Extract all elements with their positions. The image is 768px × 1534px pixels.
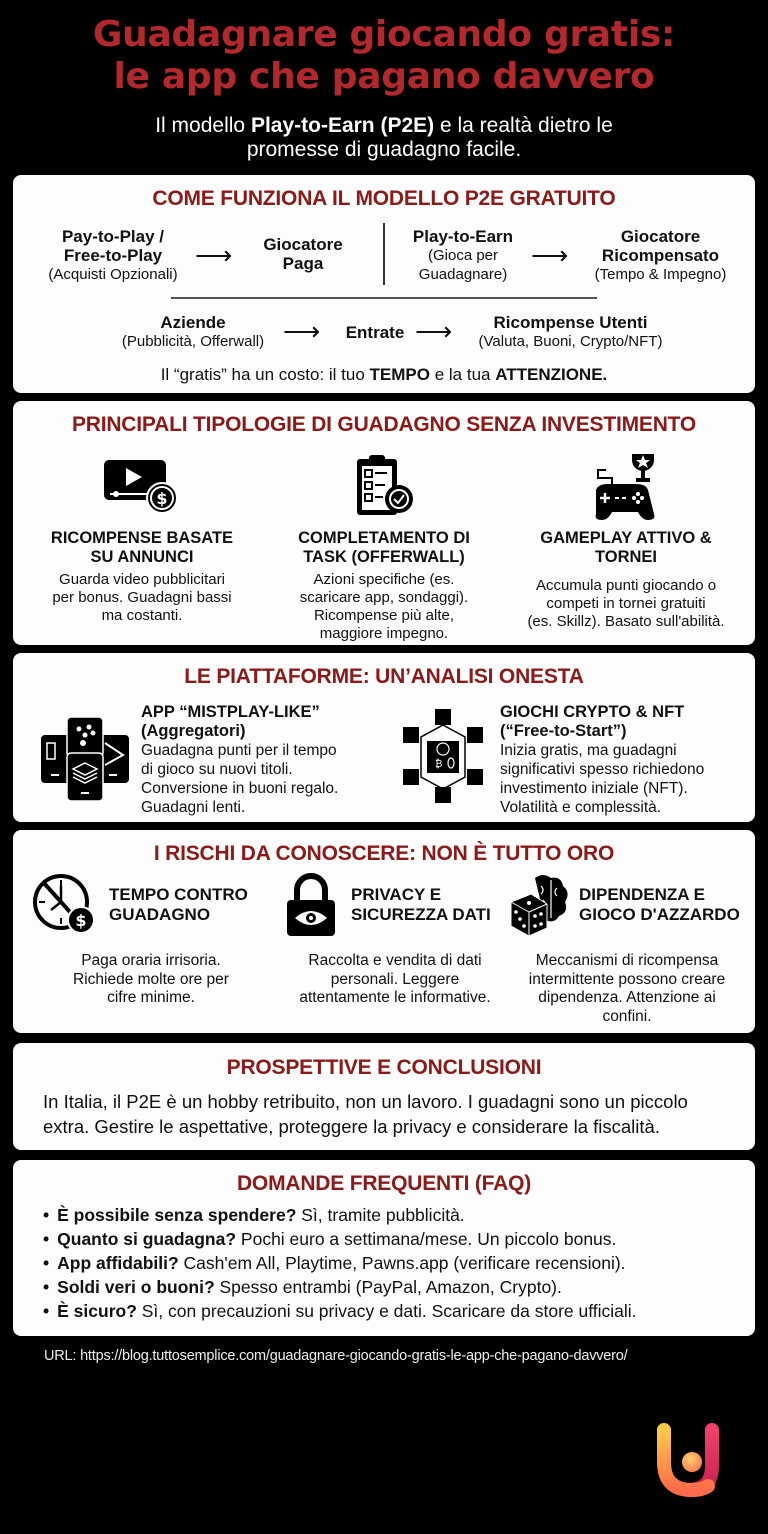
faq-question: È possibile senza spendere? bbox=[57, 1205, 297, 1225]
section-heading: COME FUNZIONA IL MODELLO P2E GRATUITO bbox=[152, 187, 616, 210]
platform-text: Inizia gratis, ma guadagni bbox=[500, 742, 677, 759]
clock-no-dollar-icon bbox=[31, 872, 101, 938]
blockchain-cubes-icon bbox=[395, 703, 491, 811]
subtitle-text: e la realtà dietro le bbox=[434, 114, 613, 137]
node-label: Paga bbox=[282, 254, 324, 273]
risk-heading: GIOCO D'AZZARDO bbox=[579, 905, 740, 924]
platform-text: significativi spesso richiedono bbox=[500, 761, 705, 778]
type-text: (es. Skillz). Basato sull'abilità. bbox=[527, 613, 725, 630]
faq-answer: Cash'em All, Playtime, Pawns.app (verificare recensioni). bbox=[178, 1253, 626, 1273]
type-text: maggiore impegno. bbox=[319, 625, 449, 642]
faq-question: App affidabili? bbox=[57, 1253, 179, 1273]
risk-heading: GUADAGNO bbox=[109, 905, 211, 924]
platform-aggregators bbox=[141, 703, 338, 817]
conclusions-text bbox=[43, 1089, 731, 1139]
platform-heading: APP “MISTPLAY-LIKE” bbox=[141, 703, 320, 721]
faq-item bbox=[43, 1275, 637, 1299]
risk-addiction bbox=[507, 872, 747, 1026]
risk-text: Raccolta e vendita di dati bbox=[308, 952, 482, 969]
faq-answer: Pochi euro a settimana/mese. Un piccolo bonus. bbox=[236, 1229, 617, 1249]
node-note: (Valuta, Buoni, Crypto/NFT) bbox=[478, 333, 663, 350]
platform-text: di gioco su nuovi titoli. bbox=[141, 761, 293, 778]
risk-heading: TEMPO CONTRO bbox=[109, 885, 248, 904]
risk-text: dipendenza. Attenzione ai bbox=[538, 989, 716, 1006]
platform-heading: GIOCHI CRYPTO & NFT bbox=[500, 703, 685, 721]
platforms-card bbox=[13, 653, 755, 822]
svg-text:₿: ₿ bbox=[435, 759, 443, 770]
node-label: Ricompense Utenti bbox=[493, 313, 648, 332]
risk-heading: PRIVACY E bbox=[351, 885, 442, 904]
subtitle-bold: Play-to-Earn (P2E) bbox=[250, 114, 435, 137]
faq-card bbox=[13, 1160, 755, 1336]
platform-crypto-nft bbox=[500, 703, 704, 817]
clipboard-gear-icon bbox=[349, 451, 419, 521]
node-label: Aziende bbox=[160, 313, 226, 332]
node-note: (Acquisti Opzionali) bbox=[48, 266, 178, 283]
risks-card bbox=[13, 830, 755, 1033]
section-heading: I RISCHI DA CONOSCERE: NON È TUTTO ORO bbox=[153, 842, 615, 865]
source-url[interactable]: URL: https://blog.tuttosemplice.com/guadagnare-giocando-gratis-le-app-che-pagano-davvero/ bbox=[44, 1348, 628, 1364]
cost-bold: ATTENZIONE. bbox=[495, 365, 608, 384]
svg-text:$: $ bbox=[75, 911, 87, 930]
platform-heading: (“Free-to-Start”) bbox=[500, 722, 627, 740]
lock-eye-icon bbox=[285, 872, 337, 938]
type-text: per bonus. Guadagni bassi bbox=[52, 589, 232, 606]
conclusions-line: extra. Gestire le aspettative, proteggere la privacy e considerare la fiscalità. bbox=[43, 1116, 660, 1137]
type-heading: COMPLETAMENTO DI bbox=[298, 529, 470, 547]
platform-text: Volatilità e complessità. bbox=[500, 799, 662, 816]
type-heading: TASK (OFFERWALL) bbox=[303, 548, 465, 566]
node-label: Giocatore bbox=[620, 227, 701, 246]
type-text: Azioni specifiche (es. bbox=[313, 571, 455, 588]
risk-text: confini. bbox=[602, 1007, 652, 1025]
risk-heading: SICUREZZA DATI bbox=[351, 905, 491, 924]
faq-list bbox=[43, 1203, 637, 1323]
faq-item bbox=[43, 1203, 637, 1227]
platform-text: Conversione in buoni regalo. bbox=[141, 780, 339, 797]
node-label: Ricompensato bbox=[601, 246, 720, 265]
svg-text:$: $ bbox=[156, 489, 168, 508]
vertical-divider bbox=[383, 223, 385, 285]
type-heading: RICOMPENSE BASATE bbox=[50, 529, 234, 547]
play-to-earn-node bbox=[398, 227, 528, 284]
type-heading: SU ANNUNCI bbox=[90, 548, 194, 566]
type-ads bbox=[27, 445, 257, 625]
faq-answer: Spesso entrambi (PayPal, Amazon, Crypto). bbox=[214, 1277, 562, 1297]
risk-text: Paga oraria irrisoria. bbox=[81, 952, 221, 969]
pay-to-play-node bbox=[33, 227, 193, 284]
node-label: Free-to-Play bbox=[63, 246, 163, 265]
type-offerwall bbox=[269, 445, 499, 643]
arrow-right-icon: ⟶ bbox=[415, 316, 453, 346]
section-heading: LE PIATTAFORME: UN’ANALISI ONESTA bbox=[184, 665, 584, 688]
risk-time bbox=[31, 872, 271, 1008]
title-line-2: le app che pagano davvero bbox=[113, 56, 655, 97]
video-ad-dollar-icon bbox=[102, 456, 182, 516]
conclusions-line: In Italia, il P2E è un hobby retribuito, non un lavoro. I guadagni sono un piccolo bbox=[43, 1091, 688, 1112]
player-rewarded-node bbox=[578, 227, 743, 284]
phones-apps-icon bbox=[37, 709, 133, 805]
page-title bbox=[0, 14, 768, 98]
type-heading: TORNEI bbox=[594, 548, 658, 566]
faq-answer: Sì, con precauzioni su privacy e dati. Scaricare da store ufficiali. bbox=[136, 1301, 637, 1321]
earning-types-card bbox=[13, 401, 755, 645]
faq-item bbox=[43, 1299, 637, 1323]
risk-text: cifre minime. bbox=[107, 989, 195, 1006]
tuttosemplice-logo-icon bbox=[650, 1420, 730, 1500]
risk-text: Meccanismi di ricompensa bbox=[535, 952, 719, 969]
arrow-right-icon: ⟶ bbox=[531, 240, 569, 270]
model-card bbox=[13, 175, 755, 393]
node-note: Guadagnare) bbox=[418, 266, 508, 283]
subtitle bbox=[0, 114, 768, 162]
dice-brain-icon bbox=[507, 872, 571, 938]
faq-item bbox=[43, 1251, 637, 1275]
risk-text: personali. Leggere bbox=[330, 970, 460, 988]
faq-item bbox=[43, 1227, 637, 1251]
risk-privacy bbox=[275, 872, 515, 1008]
node-label: Pay-to-Play / bbox=[61, 227, 165, 246]
gamepad-trophy-icon bbox=[586, 450, 666, 522]
risk-heading: DIPENDENZA E bbox=[579, 885, 705, 904]
type-text: competi in tornei gratuiti bbox=[546, 595, 706, 612]
type-text: Ricompense più alte, bbox=[313, 607, 455, 624]
risk-text: Richiede molte ore per bbox=[73, 970, 229, 988]
node-note: (Tempo & Impegno) bbox=[594, 266, 727, 283]
horizontal-divider bbox=[171, 297, 597, 299]
section-heading: PROSPETTIVE E CONCLUSIONI bbox=[226, 1056, 542, 1079]
platform-text: Guadagni lenti. bbox=[141, 799, 246, 816]
node-note: (Pubblicità, Offerwall) bbox=[121, 333, 265, 350]
arrow-right-icon: ⟶ bbox=[283, 316, 321, 346]
risk-text: attentamente le informative. bbox=[299, 989, 491, 1006]
cost-statement bbox=[13, 365, 755, 385]
platform-text: investimento iniziale (NFT). bbox=[500, 780, 688, 797]
platform-text: Guadagna punti per il tempo bbox=[141, 742, 337, 759]
node-label: Giocatore bbox=[263, 235, 343, 254]
cost-text: e la tua bbox=[429, 365, 496, 384]
user-rewards-node bbox=[463, 313, 678, 351]
type-text: Accumula punti giocando o bbox=[535, 577, 717, 594]
type-text: scaricare app, sondaggi). bbox=[299, 589, 469, 606]
platform-heading: (Aggregatori) bbox=[141, 722, 246, 740]
faq-question: Quanto si guadagna? bbox=[57, 1229, 237, 1249]
node-label: Entrate bbox=[345, 323, 405, 342]
cost-text: Il “gratis” ha un costo: il tuo bbox=[160, 365, 370, 384]
player-pays-node bbox=[248, 235, 358, 273]
revenue-node bbox=[335, 323, 415, 342]
faq-question: Soldi veri o buoni? bbox=[57, 1277, 215, 1297]
subtitle-line-2: promesse di guadagno facile. bbox=[246, 138, 522, 161]
conclusions-card bbox=[13, 1043, 755, 1150]
type-heading: GAMEPLAY ATTIVO & bbox=[540, 529, 712, 547]
section-heading: DOMANDE FREQUENTI (FAQ) bbox=[236, 1172, 532, 1195]
type-text: ma costanti. bbox=[101, 607, 183, 624]
subtitle-text: Il modello bbox=[155, 114, 251, 137]
risk-text: intermittente possono creare bbox=[528, 970, 726, 988]
section-heading: PRINCIPALI TIPOLOGIE DI GUADAGNO SENZA INVESTIMENTO bbox=[71, 413, 697, 436]
title-line-1: Guadagnare giocando gratis: bbox=[92, 14, 676, 55]
node-note: (Gioca per bbox=[427, 247, 499, 264]
cost-bold: TEMPO bbox=[369, 365, 430, 384]
arrow-right-icon: ⟶ bbox=[195, 240, 233, 270]
type-gameplay bbox=[511, 445, 741, 631]
node-label: Play-to-Earn bbox=[412, 227, 514, 246]
faq-question: È sicuro? bbox=[57, 1301, 137, 1321]
faq-answer: Sì, tramite pubblicità. bbox=[296, 1205, 465, 1225]
type-text: Guarda video pubblicitari bbox=[59, 571, 225, 588]
companies-node bbox=[103, 313, 283, 351]
